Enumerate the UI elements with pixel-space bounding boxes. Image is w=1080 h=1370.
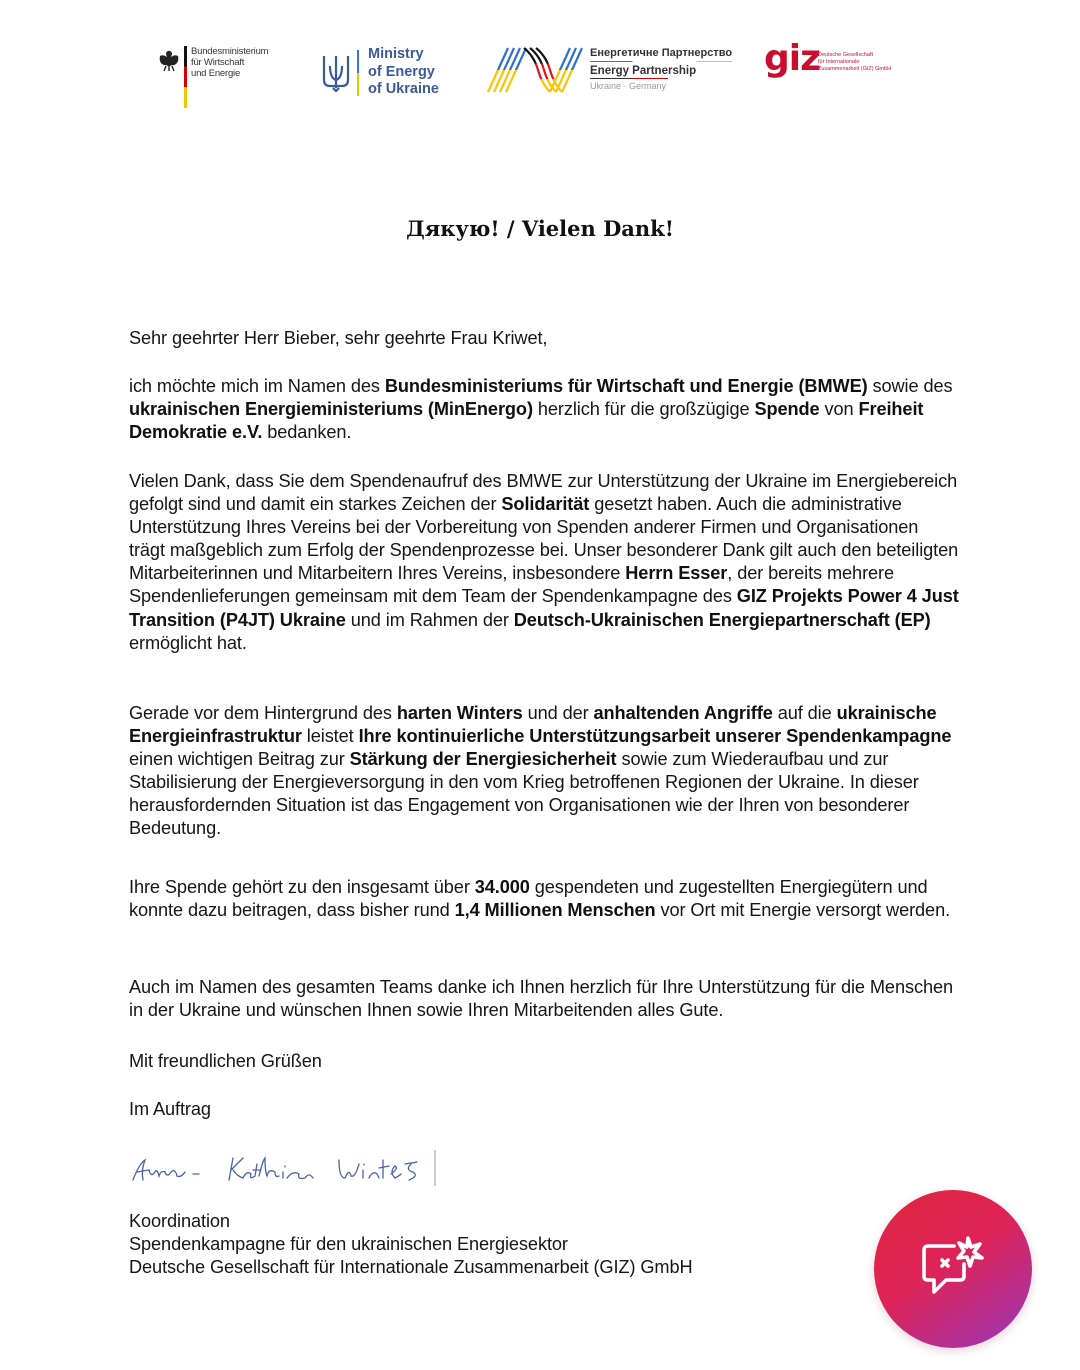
text-run: leistet <box>301 726 359 747</box>
energy-partnership-text <box>590 46 732 93</box>
ep-subline: Ukraine · Germany <box>590 81 667 91</box>
text-run: Gerade vor dem Hintergrund des <box>129 703 397 723</box>
text-run: auf die <box>772 703 837 723</box>
sender-line: Koordination <box>129 1211 230 1231</box>
text-run: einen wichtigen Beitrag zur <box>129 749 350 770</box>
giz-logo-text <box>818 52 891 73</box>
ukraine-flag-bar <box>357 50 359 96</box>
bmwe-logo <box>158 44 283 108</box>
bold-text-run: Bundesministeriums für Wirtschaft und Energie (BMWE) <box>384 376 868 396</box>
text-run: Vielen Dank, dass Sie dem Spendenaufruf des BMWE zur Unterstützung der Ukraine im Energiebereich gefolgt sind und damit ein starkes Zeichen der <box>129 471 958 515</box>
text-run: sowie des <box>867 376 953 396</box>
sender-line: Deutsche Gesellschaft für Internationale Zusammenarbeit (GIZ) GmbH <box>129 1257 693 1278</box>
text-run: , der bereits mehrere Spendenlieferungen gemeinsam mit dem Team der Spendenkampagne des <box>129 563 895 607</box>
bmwe-line: Bundesministerium <box>191 46 269 57</box>
bold-text-run: Freiheit Demokratie e.V. <box>129 399 924 443</box>
im-auftrag-label: Im Auftrag <box>129 1099 211 1119</box>
bold-text-run: Ihre kontinuierliche Unterstützungsarbeit unserer Spendenkampagne <box>358 726 952 747</box>
paragraph <box>129 976 959 1022</box>
text-run: vor Ort mit Energie versorgt werden. <box>655 900 951 921</box>
text-run: gesetzt haben. Auch die administrative Unterstützung Ihres Vereins bei der Vorbereitung von Spenden anderer Firmen und Organisationen trägt maßgeblich zum Erfolg der Spendenprozesse bei. Unser besonderer Dank gilt auch den beteiligten Mitarbeiterinnen und Mitarbeitern Ihres Vereins, insbesondere <box>129 494 959 584</box>
federal-eagle-icon <box>158 48 180 72</box>
text-run: und im Rahmen der <box>345 609 514 630</box>
bold-text-run: ukrainische Energieinfrastruktur <box>129 703 937 747</box>
paragraph <box>129 470 959 655</box>
bmwe-line: und Energie <box>191 68 241 79</box>
bmwe-line: für Wirtschaft <box>191 57 245 68</box>
ai-assistant-button[interactable] <box>874 1190 1032 1348</box>
text-run: von <box>819 399 859 420</box>
energy-partnership-logo <box>486 44 756 100</box>
text-run: herzlich für die großzügige <box>532 399 755 420</box>
ai-chat-sparkle-icon <box>918 1234 988 1304</box>
ukraine-trident-icon <box>322 54 350 92</box>
bold-text-run: Deutsch-Ukrainischen Energiepartnerschaft (EP) <box>513 609 931 630</box>
bold-text-run: Stärkung der Energiesicherheit <box>349 749 617 770</box>
giz-line: Zusammenarbeit (GIZ) GmbH <box>818 66 892 72</box>
bold-text-run: Spende <box>754 399 820 420</box>
paragraph <box>129 876 959 922</box>
text-run: ich möchte mich im Namen des <box>129 376 385 396</box>
bold-text-run: Solidarität <box>501 494 590 515</box>
giz-wordmark: giz <box>764 38 821 79</box>
bold-text-run: anhaltenden Angriffe <box>593 703 773 723</box>
giz-logo <box>764 38 914 84</box>
german-flag-bar <box>184 46 187 108</box>
text-run: bedanken. <box>262 422 352 443</box>
salutation: Sehr geehrter Herr Bieber, sehr geehrte Frau Kriwet, <box>129 328 548 348</box>
ep-line-ua: Енергетичне Партнерство <box>590 46 732 63</box>
bmwe-logo-text <box>191 46 268 79</box>
bold-text-run: 1,4 Millionen Menschen <box>454 900 656 921</box>
text-run: Ihre Spende gehört zu den insgesamt über <box>129 877 475 897</box>
energy-partnership-wave-icon <box>486 46 584 94</box>
ministry-line: of Ukraine <box>368 81 439 97</box>
bold-text-run: Herrn Esser <box>625 563 728 584</box>
ministry-line: Ministry <box>368 46 424 62</box>
sender-line: Spendenkampagne für den ukrainischen Energiesektor <box>129 1234 568 1255</box>
text-run: ermöglicht hat. <box>129 632 247 653</box>
ministry-line: of Energy <box>368 63 435 80</box>
handwritten-signature <box>129 1146 449 1190</box>
bold-text-run: 34.000 <box>474 877 530 897</box>
paragraph <box>129 375 959 444</box>
bold-text-run: GIZ Projekts Power 4 Just Transition (P4JT) Ukraine <box>129 586 959 630</box>
paragraph <box>129 702 959 841</box>
sender-block <box>129 1210 959 1279</box>
ministry-logo-text <box>368 46 439 99</box>
text-run: sowie zum Wiederaufbau und zur Stabilisierung der Energieversorgung in den vom Krieg betroffenen Regionen der Ukraine. In dieser herausfordernden Situation ist das Engagement von Organisationen wie der Ihren von besonderer Bedeutung. <box>129 749 919 839</box>
closing-phrase: Mit freundlichen Grüßen <box>129 1051 322 1071</box>
text-run: und der <box>522 703 594 723</box>
giz-line: Deutsche Gesellschaft <box>818 52 874 58</box>
text-run: gespendeten und zugestellten Energiegütern und konnte dazu beitragen, dass bisher rund <box>129 877 928 921</box>
ep-line-en: Energy Partnership <box>590 63 732 79</box>
ministry-energy-ukraine-logo <box>322 46 452 100</box>
letter-title: Дякую! / Vielen Dank! <box>406 216 674 241</box>
giz-line: für Internationale <box>818 59 860 65</box>
bold-text-run: harten Winters <box>396 703 523 723</box>
text-run: Auch im Namen des gesamten Teams danke ich Ihnen herzlich für Ihre Unterstützung für die Menschen in der Ukraine und wünschen Ihnen sowie Ihren Mitarbeitenden alles Gute. <box>129 977 953 1021</box>
bold-text-run: ukrainischen Energieministeriums (MinEnergo) <box>129 399 533 420</box>
